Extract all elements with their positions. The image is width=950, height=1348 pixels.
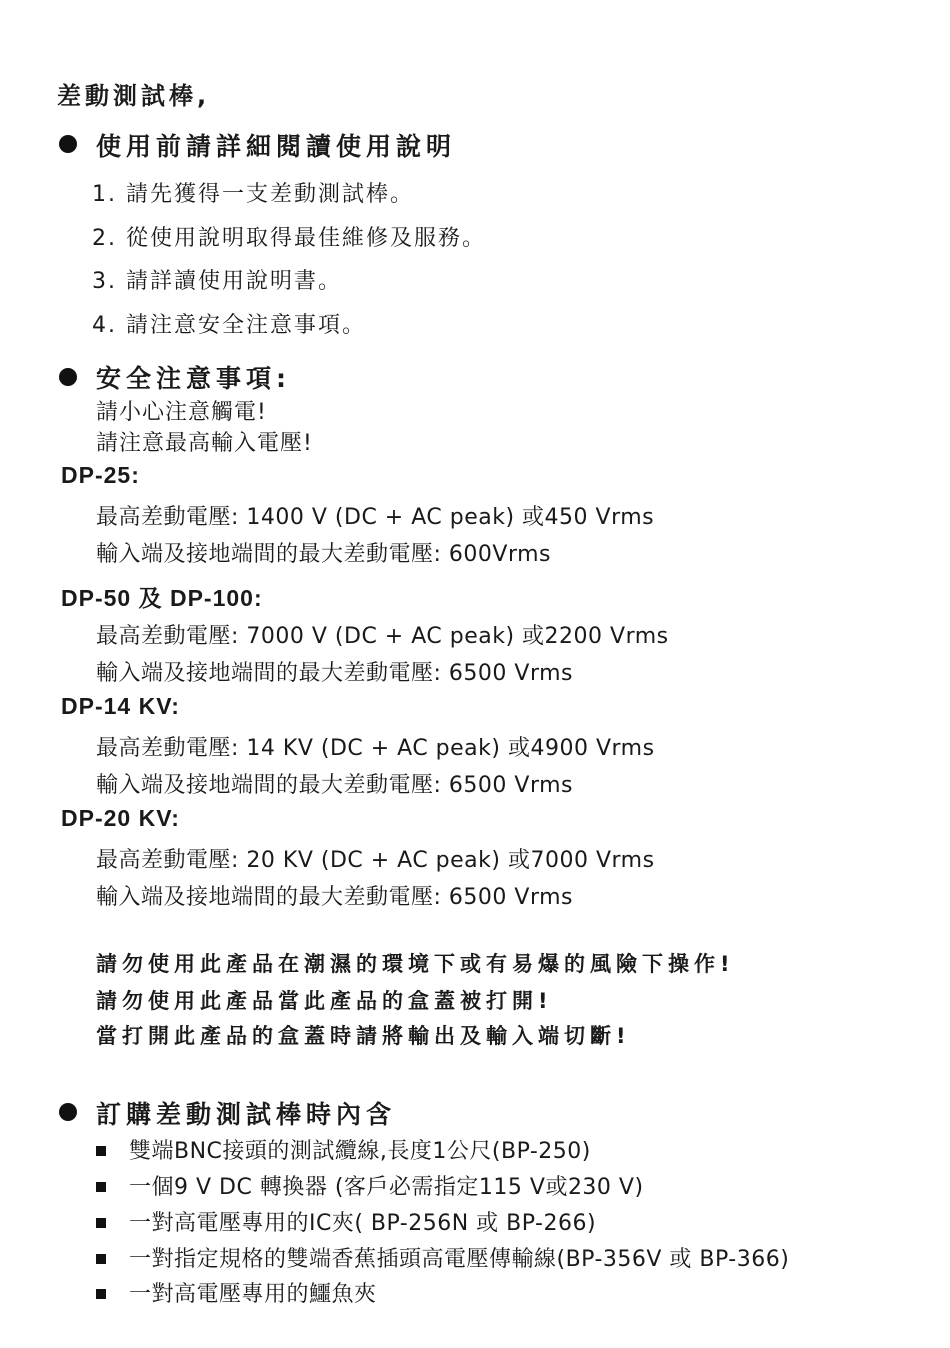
bullet-dot-icon [59, 1103, 77, 1121]
model-spec: 最高差動電壓: 1400 V (DC + AC peak) 或450 Vrms [96, 505, 655, 530]
square-bullet-icon [96, 1218, 106, 1228]
safety-note: 請小心注意觸電! [96, 400, 267, 425]
model-spec: 最高差動電壓: 20 KV (DC + AC peak) 或7000 Vrms [96, 848, 655, 873]
instruction-step: 4. 請注意安全注意事項。 [92, 313, 366, 338]
model-name: DP-14 KV: [61, 693, 180, 719]
square-bullet-icon [96, 1254, 106, 1264]
square-bullet-icon [96, 1182, 106, 1192]
bullet-dot-icon [59, 135, 77, 153]
document-title: 差動測試棒, [57, 82, 211, 110]
model-spec: 輸入端及接地端間的最大差動電壓: 6500 Vrms [96, 885, 573, 910]
safety-note: 請注意最高輸入電壓! [96, 431, 313, 456]
model-spec: 輸入端及接地端間的最大差動電壓: 6500 Vrms [96, 661, 573, 686]
section-heading-safety: 安全注意事項: [96, 364, 291, 393]
package-item: 一對高電壓專用的鱷魚夾 [129, 1282, 377, 1307]
package-item: 一個9 V DC 轉換器 (客戶必需指定115 V或230 V) [129, 1175, 644, 1200]
bullet-dot-icon [59, 368, 77, 386]
package-item: 一對指定規格的雙端香蕉插頭高電壓傳輸線(BP-356V 或 BP-366) [129, 1247, 790, 1272]
warning-line: 請勿使用此產品在潮濕的環境下或有易爆的風險下操作! [96, 952, 735, 976]
model-name: DP-25: [61, 462, 140, 488]
instruction-step: 1. 請先獲得一支差動測試棒。 [92, 182, 414, 207]
model-spec: 最高差動電壓: 7000 V (DC + AC peak) 或2200 Vrms [96, 624, 669, 649]
instruction-step: 2. 從使用說明取得最佳維修及服務。 [92, 226, 486, 251]
square-bullet-icon [96, 1146, 106, 1156]
section-heading-package-contents: 訂購差動測試棒時內含 [96, 1100, 397, 1129]
model-spec: 最高差動電壓: 14 KV (DC + AC peak) 或4900 Vrms [96, 736, 655, 761]
model-name: DP-20 KV: [61, 805, 180, 831]
warning-line: 請勿使用此產品當此產品的盒蓋被打開! [96, 989, 553, 1013]
package-item: 雙端BNC接頭的測試纜線,長度1公尺(BP-250) [129, 1139, 591, 1164]
model-spec: 輸入端及接地端間的最大差動電壓: 6500 Vrms [96, 773, 573, 798]
instruction-step: 3. 請詳讀使用說明書。 [92, 269, 342, 294]
warning-line: 當打開此產品的盒蓋時請將輸出及輸入端切斷! [96, 1024, 631, 1048]
section-heading-instructions: 使用前請詳細閱讀使用說明 [96, 132, 457, 161]
model-name: DP-50 及 DP-100: [61, 585, 263, 611]
square-bullet-icon [96, 1289, 106, 1299]
package-item: 一對高電壓專用的IC夾( BP-256N 或 BP-266) [129, 1211, 597, 1236]
model-spec: 輸入端及接地端間的最大差動電壓: 600Vrms [96, 542, 551, 567]
